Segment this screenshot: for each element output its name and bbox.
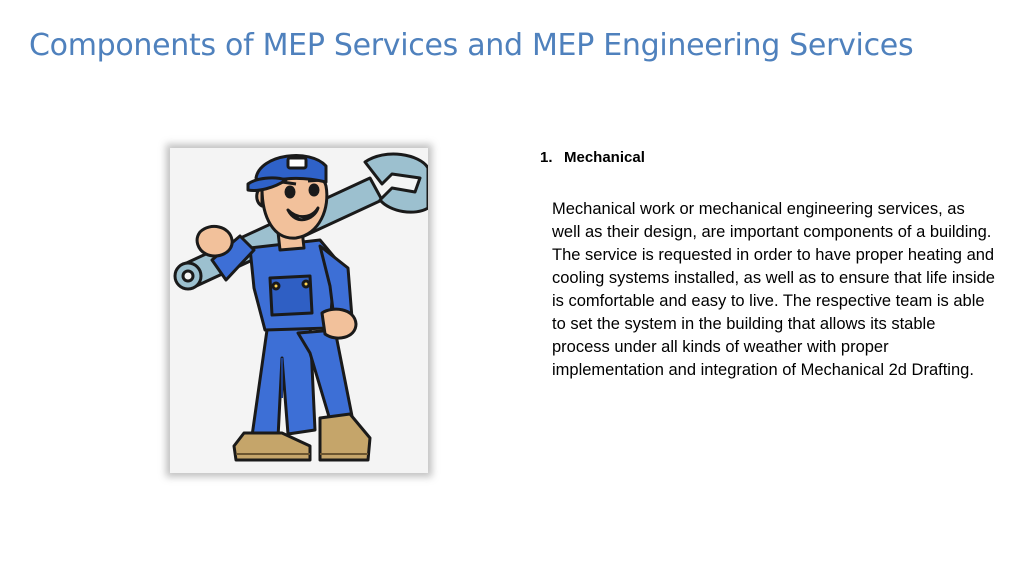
mechanic-illustration [170, 148, 428, 473]
section-heading [540, 148, 645, 168]
section-body-text: Mechanical work or mechanical engineering services, as well as their design, are important components of a building. The service is requested in order to have proper heating and cooling systems installed, as well as to ensure that life inside is comfortable and easy to live. The respective team is able to set the system in the building that allows its stable process under all kinds of weather with proper implementation and integration of Mechanical 2d Drafting. [552, 200, 995, 379]
section-heading-label: Mechanical [564, 149, 645, 166]
slide-title: Components of MEP Services and MEP Engineering Services [29, 28, 914, 63]
section-number: 1. [540, 149, 553, 166]
mechanic-with-wrench-icon [170, 148, 428, 473]
